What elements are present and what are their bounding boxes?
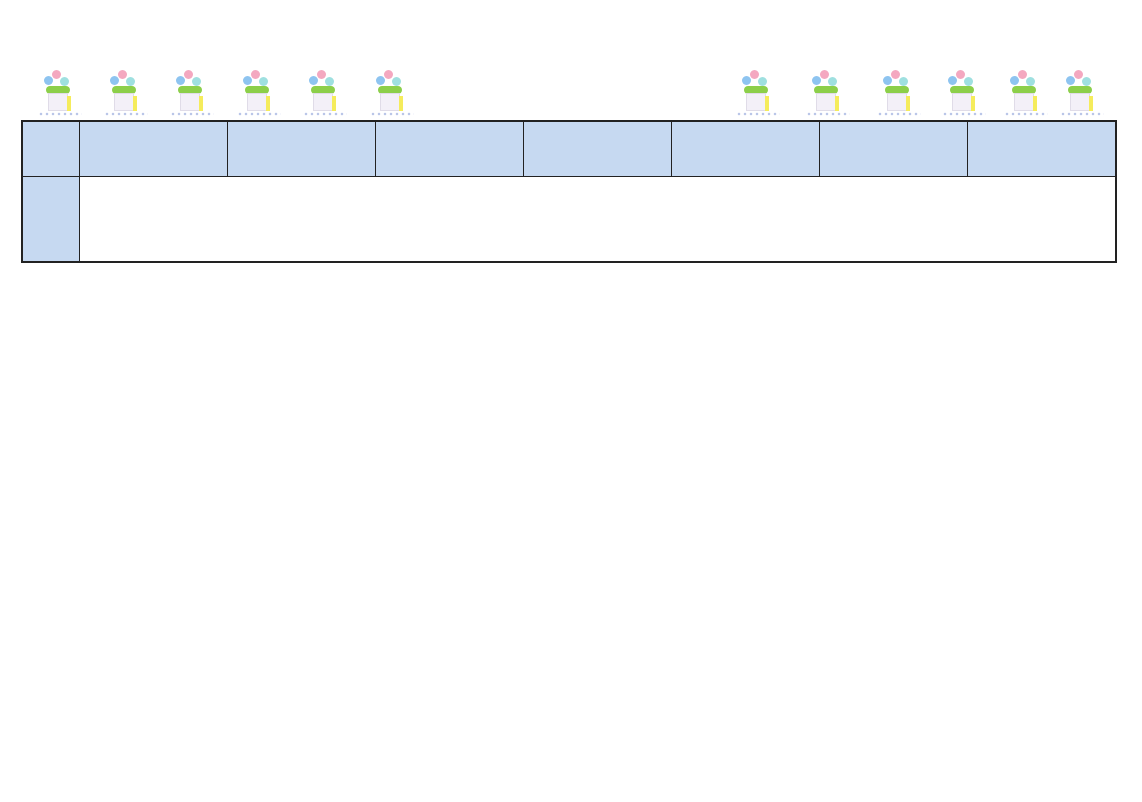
origin-label [22,176,79,262]
day-header-wed [375,121,523,176]
category-header [22,121,79,176]
flower-pot-icon [370,66,414,118]
flower-pot-icon [942,66,986,118]
day-header-mon [79,121,227,176]
flower-pot-icon [104,66,148,118]
day-header-thu [523,121,671,176]
flower-pot-icon [303,66,347,118]
flower-pot-icon [1060,66,1104,118]
origin-row [22,176,1116,262]
flower-pot-icon [877,66,921,118]
weekly-menu-table [21,120,1117,263]
flower-pot-icon [38,66,82,118]
origin-info [79,176,1116,262]
flower-pot-icon [806,66,850,118]
day-header-sat [819,121,967,176]
flower-pot-icon [736,66,780,118]
day-header-sun [967,121,1116,176]
flower-pot-icon [237,66,281,118]
flower-pot-icon [170,66,214,118]
page-title [420,63,720,119]
flower-pot-icon [1004,66,1048,118]
day-header-tue [227,121,375,176]
day-header-fri [671,121,819,176]
header-row [22,121,1116,176]
